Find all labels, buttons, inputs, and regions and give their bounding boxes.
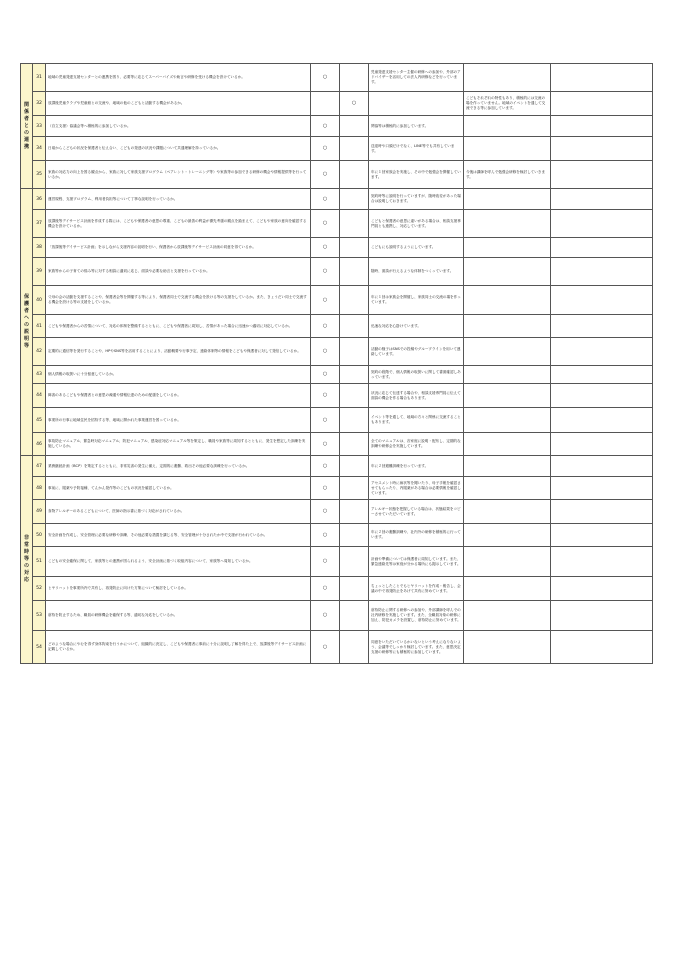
extra-cell — [551, 161, 653, 189]
table-row — [21, 408, 653, 433]
mark-no — [340, 315, 369, 338]
mark-yes: ○ — [311, 315, 340, 338]
item-text: 個人情報の取扱いに十分留意しているか。 — [46, 366, 311, 384]
extra-cell — [551, 601, 653, 631]
mark-yes: ○ — [311, 408, 340, 433]
category-label — [21, 64, 33, 189]
item-number: 54 — [33, 631, 46, 664]
mark-no — [340, 137, 369, 161]
mark-yes: ○ — [311, 524, 340, 547]
note-text: 計画や準備については保護者に周知しています。また、緊急連絡先等は家庭が分かる場所にも掲示しています。 — [369, 547, 464, 577]
item-number: 45 — [33, 408, 46, 433]
item-text: 食物アレルギーのあるこどもについて、医師の指示書に基づく対応がされているか。 — [46, 500, 311, 524]
item-number: 38 — [33, 238, 46, 258]
extra-cell — [551, 258, 653, 286]
table-row — [21, 547, 653, 577]
remark-text — [464, 524, 551, 547]
item-number: 49 — [33, 500, 46, 524]
item-number: 40 — [33, 286, 46, 315]
note-text: 随時、面談が行えるような体制をつくっています。 — [369, 258, 464, 286]
extra-cell — [551, 210, 653, 238]
remark-text: 今後は講師を呼んで勉強会研修を検討していきます。 — [464, 161, 551, 189]
note-text: 年に２回の避難訓練や、社内外の研修を積極的に行っています。 — [369, 524, 464, 547]
mark-no — [340, 338, 369, 366]
remark-text — [464, 384, 551, 408]
extra-cell — [551, 384, 653, 408]
category-text: 保護者への説明等 — [23, 294, 29, 349]
note-text: 虐待防止に関する研修への参加や、外部講師を呼んでの社内研修を実施しています。また、全職員対象の研修に加え、防犯カメラを設置し、虐待防止に努めています。 — [369, 601, 464, 631]
table-row — [21, 601, 653, 631]
remark-text — [464, 408, 551, 433]
remark-text — [464, 631, 551, 664]
table-row — [21, 384, 653, 408]
remark-text — [464, 366, 551, 384]
note-text: 活動の様子はSNSでの投稿やグループラインを用いて連絡しています。 — [369, 338, 464, 366]
remark-text — [464, 577, 551, 601]
table-row — [21, 189, 653, 210]
mark-no — [340, 238, 369, 258]
extra-cell — [551, 456, 653, 477]
note-text: こどもにも説明するようにしています。 — [369, 238, 464, 258]
note-text: アレルギー状態を把握している場合は、状態結果をコピーさせていただいています。 — [369, 500, 464, 524]
mark-no — [340, 189, 369, 210]
table-row — [21, 631, 653, 664]
note-text: 関協等は積極的に参加しています。 — [369, 116, 464, 137]
note-text: 児童発達支援センター主催の研修への参加や、外部のアドバイザーを活用しての法人内研修などを行っています。 — [369, 64, 464, 92]
item-text: 地域の児童発達支援センターとの連携を図り、必要等に応じてスーパーバイズや助言や研修を受ける機会を設けているか。 — [46, 64, 311, 92]
table-row — [21, 315, 653, 338]
mark-no — [340, 161, 369, 189]
note-text: 迅速な対応を心掛けています。 — [369, 315, 464, 338]
item-text: 運営規程、支援プログラム、利用者負担等について丁寧な説明を行っているか。 — [46, 189, 311, 210]
item-number: 41 — [33, 315, 46, 338]
note-text: イベント等を通して、地域の方々と関係に交流することもあります。 — [369, 408, 464, 433]
mark-yes: ○ — [311, 631, 340, 664]
item-number: 34 — [33, 137, 46, 161]
item-text: どのような場合にやむを得ず身体拘束を行うかについて、組織的に決定し、こどもや保護者に事前に十分に説明し了解を得た上で、放課後等デイサービス計画に記載しているか。 — [46, 631, 311, 664]
mark-yes: ○ — [311, 116, 340, 137]
mark-yes — [311, 92, 340, 116]
table-row — [21, 286, 653, 315]
remark-text — [464, 547, 551, 577]
mark-no: ○ — [340, 92, 369, 116]
item-number: 32 — [33, 92, 46, 116]
item-text: ヒヤリハットを事業所内で共有し、再発防止に向けた方策について検討をしているか。 — [46, 577, 311, 601]
note-text: 年に２回避難訓練を行っています。 — [369, 456, 464, 477]
remark-text — [464, 477, 551, 500]
extra-cell — [551, 547, 653, 577]
item-number: 51 — [33, 547, 46, 577]
mark-yes: ○ — [311, 433, 340, 456]
item-number: 48 — [33, 477, 46, 500]
item-text: 放課後等デイサービス計画を作成する際には、こどもや保護者の意思の尊重、こどもの最善の利益が優先考慮の観点を踏まえて、こどもや家族の意向を確認する機会を設けているか。 — [46, 210, 311, 238]
mark-yes: ○ — [311, 366, 340, 384]
table-row — [21, 161, 653, 189]
note-text: 年に１回は家族会を開催し、家族同士の交流の場を作っています。 — [369, 286, 464, 315]
table-row — [21, 477, 653, 500]
category-label — [21, 456, 33, 664]
extra-cell — [551, 577, 653, 601]
table-row — [21, 500, 653, 524]
extra-cell — [551, 631, 653, 664]
mark-no — [340, 64, 369, 92]
item-text: （自立支援）協議会等へ積極的に参加しているか。 — [46, 116, 311, 137]
item-number: 37 — [33, 210, 46, 238]
mark-yes: ○ — [311, 258, 340, 286]
item-number: 31 — [33, 64, 46, 92]
mark-no — [340, 577, 369, 601]
table-row — [21, 524, 653, 547]
mark-yes: ○ — [311, 286, 340, 315]
note-text — [369, 92, 464, 116]
extra-cell — [551, 366, 653, 384]
item-text: 父母の会の活動を支援することや、保護者会等を開催する等により、保護者同士で交流する機会を設ける等の支援をしているか。また、きょうだい同士で交流する機会を設ける等の支援をしているか。 — [46, 286, 311, 315]
mark-no — [340, 210, 369, 238]
extra-cell — [551, 286, 653, 315]
remark-text — [464, 500, 551, 524]
mark-yes: ○ — [311, 577, 340, 601]
evaluation-sheet — [20, 63, 652, 664]
mark-no — [340, 366, 369, 384]
remark-text — [464, 137, 551, 161]
remark-text — [464, 238, 551, 258]
table-row — [21, 577, 653, 601]
mark-yes: ○ — [311, 384, 340, 408]
note-text: 契約時等に説明を行っていますが、随時改変があった場合は説明しておきます。 — [369, 189, 464, 210]
table-row — [21, 238, 653, 258]
item-text: こどもの安全確保に関して、家族等との連携が図られるよう、安全計画に基づく取組内容について、家族等へ周知しているか。 — [46, 547, 311, 577]
evaluation-table — [20, 63, 653, 664]
table-row — [21, 64, 653, 92]
remark-text — [464, 315, 551, 338]
mark-yes: ○ — [311, 64, 340, 92]
item-text: 日頃からこどもの状況を保護者と伝え合い、こどもの発達の状況や課題について共通理解を持っているか。 — [46, 137, 311, 161]
item-number: 46 — [33, 433, 46, 456]
mark-no — [340, 601, 369, 631]
extra-cell — [551, 408, 653, 433]
remark-text — [464, 601, 551, 631]
mark-yes: ○ — [311, 477, 340, 500]
mark-yes: ○ — [311, 210, 340, 238]
extra-cell — [551, 315, 653, 338]
mark-yes: ○ — [311, 601, 340, 631]
extra-cell — [551, 189, 653, 210]
item-number: 53 — [33, 601, 46, 631]
mark-no — [340, 258, 369, 286]
category-text: 関係者との連携 — [23, 101, 29, 150]
item-number: 36 — [33, 189, 46, 210]
extra-cell — [551, 433, 653, 456]
mark-no — [340, 500, 369, 524]
table-row — [21, 258, 653, 286]
extra-cell — [551, 477, 653, 500]
item-text: 「放課後等デイサービス計画」を示しながら支援内容の説明を行い、保護者から放課後等デイサービス計画の同意を得ているか。 — [46, 238, 311, 258]
remark-text — [464, 258, 551, 286]
note-text: ちょっとしたことでもヒヤリハットを作成・報告し、会議の中で再発防止をあげて共有に努めています。 — [369, 577, 464, 601]
item-text: 放課後児童クラブや児童館との交流や、地域の他のこどもと活動する機会があるか。 — [46, 92, 311, 116]
extra-cell — [551, 238, 653, 258]
item-number: 52 — [33, 577, 46, 601]
item-number: 44 — [33, 384, 46, 408]
remark-text — [464, 116, 551, 137]
remark-text — [464, 189, 551, 210]
item-text: 安全計画を作成し、安全管理に必要な研修や訓練、その他必要な措置を講じる等、安全管理が十分されたか中で支援が行われているか。 — [46, 524, 311, 547]
note-text: 送迎時や口頭だけでなく、LINE等でも共有しています。 — [369, 137, 464, 161]
item-number: 39 — [33, 258, 46, 286]
mark-no — [340, 524, 369, 547]
mark-yes: ○ — [311, 338, 340, 366]
mark-no — [340, 456, 369, 477]
mark-yes: ○ — [311, 238, 340, 258]
mark-no — [340, 116, 369, 137]
mark-no — [340, 477, 369, 500]
evaluation-table-body — [21, 64, 653, 664]
note-text: 状況に応じて伝達する場合や、相談支援専門員に伝えて面談の機会を作る場合もあります。 — [369, 384, 464, 408]
remark-text — [464, 338, 551, 366]
mark-yes: ○ — [311, 547, 340, 577]
table-row — [21, 433, 653, 456]
item-text: こどもや保護者からの苦情について、対応の体制を整備するとともに、こどもや保護者に周知し、苦情があった場合に迅速かつ適切に対応しているか。 — [46, 315, 311, 338]
remark-text — [464, 210, 551, 238]
item-text: 事業所の行事に地域住民を招待する等、地域に開かれた事業運営を図っているか。 — [46, 408, 311, 433]
table-row — [21, 116, 653, 137]
item-number: 50 — [33, 524, 46, 547]
remark-text — [464, 433, 551, 456]
note-text: 契約の段階で、個人情報の取扱いに関して書面確認しあっています。 — [369, 366, 464, 384]
table-row — [21, 92, 653, 116]
item-text: 虐待を防止するため、職員の研修機会を確保する等、適切な対応をしているか。 — [46, 601, 311, 631]
remark-text — [464, 286, 551, 315]
table-row — [21, 366, 653, 384]
item-text: 定期的に通信等を発行することや、HPやSNS等を活用することにより、活動概要や行事予定、連絡体制等の情報をこどもや保護者に対して発信しているか。 — [46, 338, 311, 366]
mark-no — [340, 408, 369, 433]
item-text: 家族の対応力の向上を図る観点から、家族に対して家族支援プログラム（ペアレント・トレーニング等）や家族等の参加できる研修の機会や情報提供等を行っているか。 — [46, 161, 311, 189]
mark-yes: ○ — [311, 456, 340, 477]
item-text: 事故防止マニュアル、緊急時対応マニュアル、防犯マニュアル、感染症対応マニュアル等を策定し、職員や家族等に周知するとともに、発生を想定した訓練を実施しているか。 — [46, 433, 311, 456]
item-text: 事前に、服薬や予防接種、てんかん発作等のこどもの状況を確認しているか。 — [46, 477, 311, 500]
mark-no — [340, 547, 369, 577]
table-row — [21, 210, 653, 238]
mark-no — [340, 286, 369, 315]
mark-no — [340, 433, 369, 456]
item-text: 障害のあるこどもや保護者との意思の疎通や情報伝達のための配慮をしているか。 — [46, 384, 311, 408]
item-text: 業務継続計画（BCP）を策定するとともに、非常災害の発生に備え、定期的に避難、救出その他必要な訓練を行っているか。 — [46, 456, 311, 477]
mark-no — [340, 384, 369, 408]
mark-yes: ○ — [311, 137, 340, 161]
extra-cell — [551, 92, 653, 116]
mark-yes: ○ — [311, 500, 340, 524]
remark-text — [464, 456, 551, 477]
note-text: 年に１回家族会を実施し、その中で勉強会を開催しています。 — [369, 161, 464, 189]
remark-text — [464, 64, 551, 92]
extra-cell — [551, 116, 653, 137]
item-number: 35 — [33, 161, 46, 189]
mark-yes: ○ — [311, 189, 340, 210]
note-text: こどもと保護者の意思に違いがある場合は、相談支援専門員とも連携し、対応しています。 — [369, 210, 464, 238]
extra-cell — [551, 338, 653, 366]
table-row — [21, 338, 653, 366]
table-row — [21, 137, 653, 161]
extra-cell — [551, 137, 653, 161]
extra-cell — [551, 64, 653, 92]
item-number: 33 — [33, 116, 46, 137]
item-number: 43 — [33, 366, 46, 384]
category-label — [21, 189, 33, 456]
mark-yes: ○ — [311, 161, 340, 189]
extra-cell — [551, 524, 653, 547]
category-text: 非常時等の対応 — [23, 535, 29, 583]
remark-text: こどもそれぞれの特性もあり、積極的には交流の場を作っていません。地域のイベントを通して交流できる等に参加しています。 — [464, 92, 551, 116]
table-row — [21, 456, 653, 477]
extra-cell — [551, 500, 653, 524]
item-number: 42 — [33, 338, 46, 366]
item-number: 47 — [33, 456, 46, 477]
note-text: 同意をいただいているかいないという考えになりないよう、会議等でしっかり検討しています。また、意思決定支援の研修等にも積極的に参加しています。 — [369, 631, 464, 664]
note-text: 全てのマニュアルは、各家庭に説明・配布し、定期的な訓練や研修会を実施しています。 — [369, 433, 464, 456]
item-text: 家族等からの子育ての悩み等に対する相談に適切に応じ、面談や必要な助言と支援を行っているか。 — [46, 258, 311, 286]
note-text: アセスメント時に病状等を聞いたり、母子手帳を確認させてもらったり、内服薬がある場合は必要情報を確認しています。 — [369, 477, 464, 500]
mark-no — [340, 631, 369, 664]
